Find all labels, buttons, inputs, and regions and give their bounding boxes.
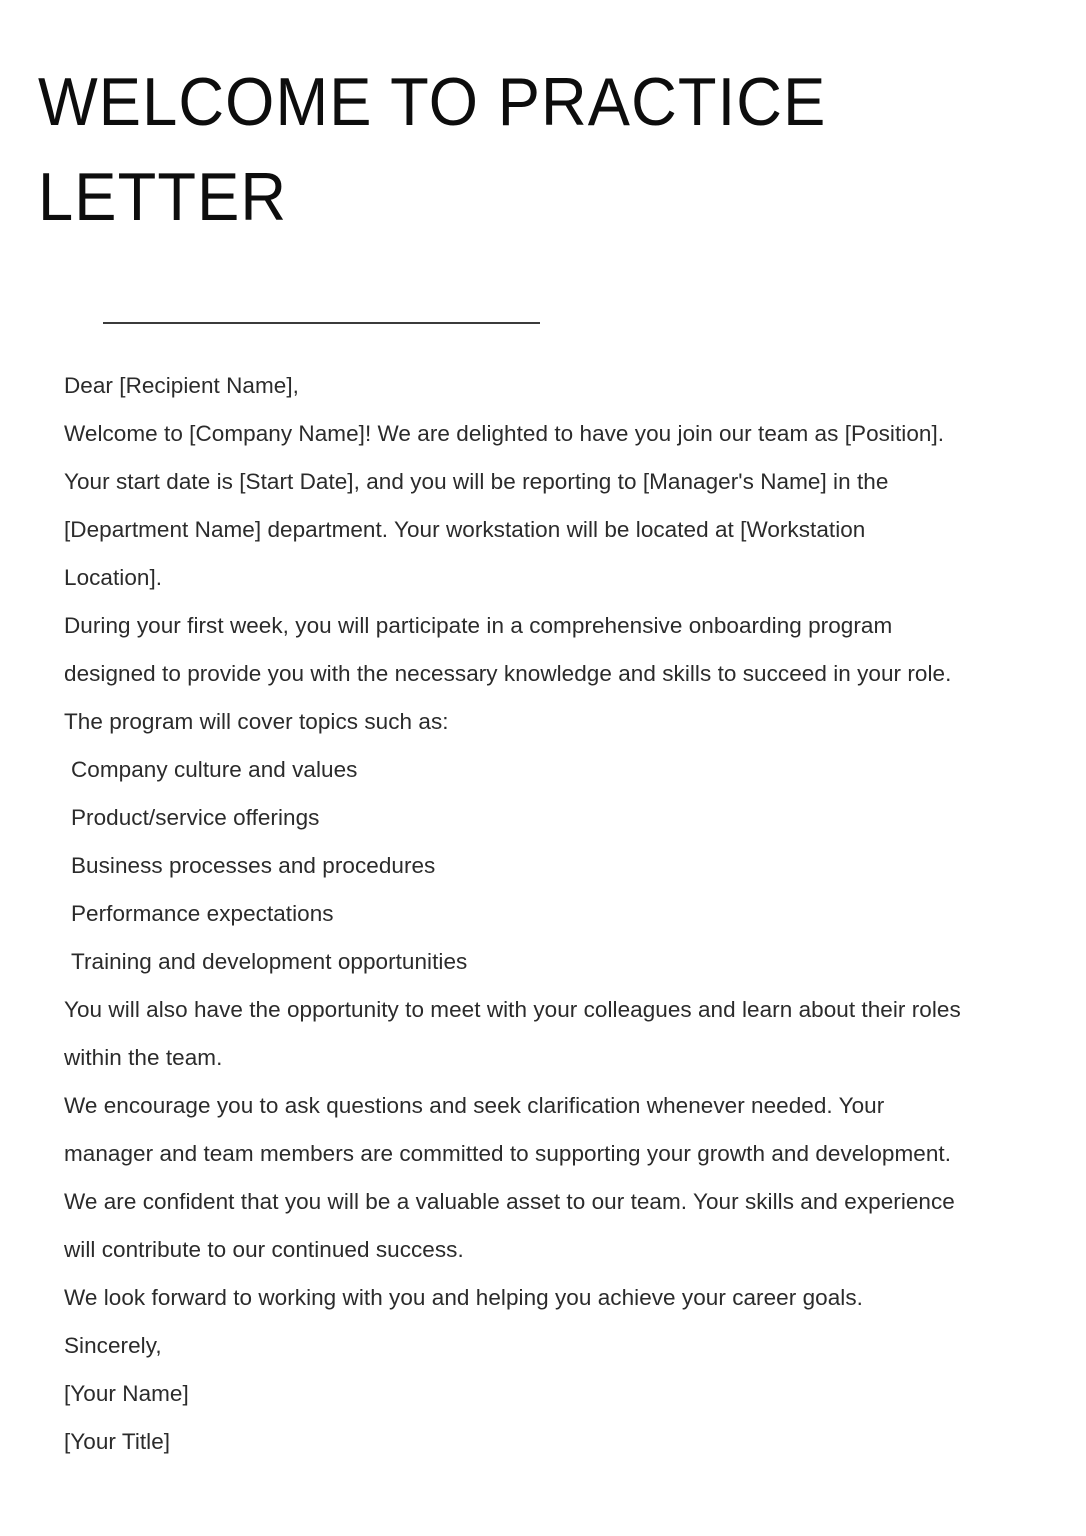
list-item: Training and development opportunities xyxy=(71,949,468,974)
body-paragraph-6: We are confident that you will be a valuable asset to our team. Your skills and experience will contribute to our continued success. xyxy=(64,1189,955,1262)
list-item: Business processes and procedures xyxy=(71,853,436,878)
body-paragraph-1: Welcome to [Company Name]! We are delighted to have you join our team as [Position]. xyxy=(64,421,945,446)
list-item: Company culture and values xyxy=(71,757,358,782)
body-paragraph-5: We encourage you to ask questions and seek clarification whenever needed. Your manager and team members are committed to supporting your growth and development. xyxy=(64,1093,952,1166)
body-paragraph-7: We look forward to working with you and helping you achieve your career goals. xyxy=(64,1285,863,1310)
page-title: WELCOME TO PRACTICE LETTER xyxy=(38,64,827,235)
list-item: Product/service offerings xyxy=(71,805,320,830)
onboarding-topics-list xyxy=(64,746,964,986)
signature-title: [Your Title] xyxy=(64,1429,171,1454)
body-paragraph-2: Your start date is [Start Date], and you will be reporting to [Manager's Name] in the [Department Name] department. Your workstation will be located at [Workstation Location]. xyxy=(64,469,889,590)
letter-body xyxy=(64,362,964,1466)
title-divider xyxy=(103,322,540,324)
salutation: Dear [Recipient Name], xyxy=(64,373,299,398)
closing-salutation: Sincerely, xyxy=(64,1333,162,1358)
signature-name: [Your Name] xyxy=(64,1381,189,1406)
body-paragraph-3: During your first week, you will participate in a comprehensive onboarding program designed to provide you with the necessary knowledge and skills to succeed in your role. The program will cover topics such as: xyxy=(64,613,952,734)
body-paragraph-4: You will also have the opportunity to meet with your colleagues and learn about their roles within the team. xyxy=(64,997,961,1070)
list-item: Performance expectations xyxy=(71,901,334,926)
